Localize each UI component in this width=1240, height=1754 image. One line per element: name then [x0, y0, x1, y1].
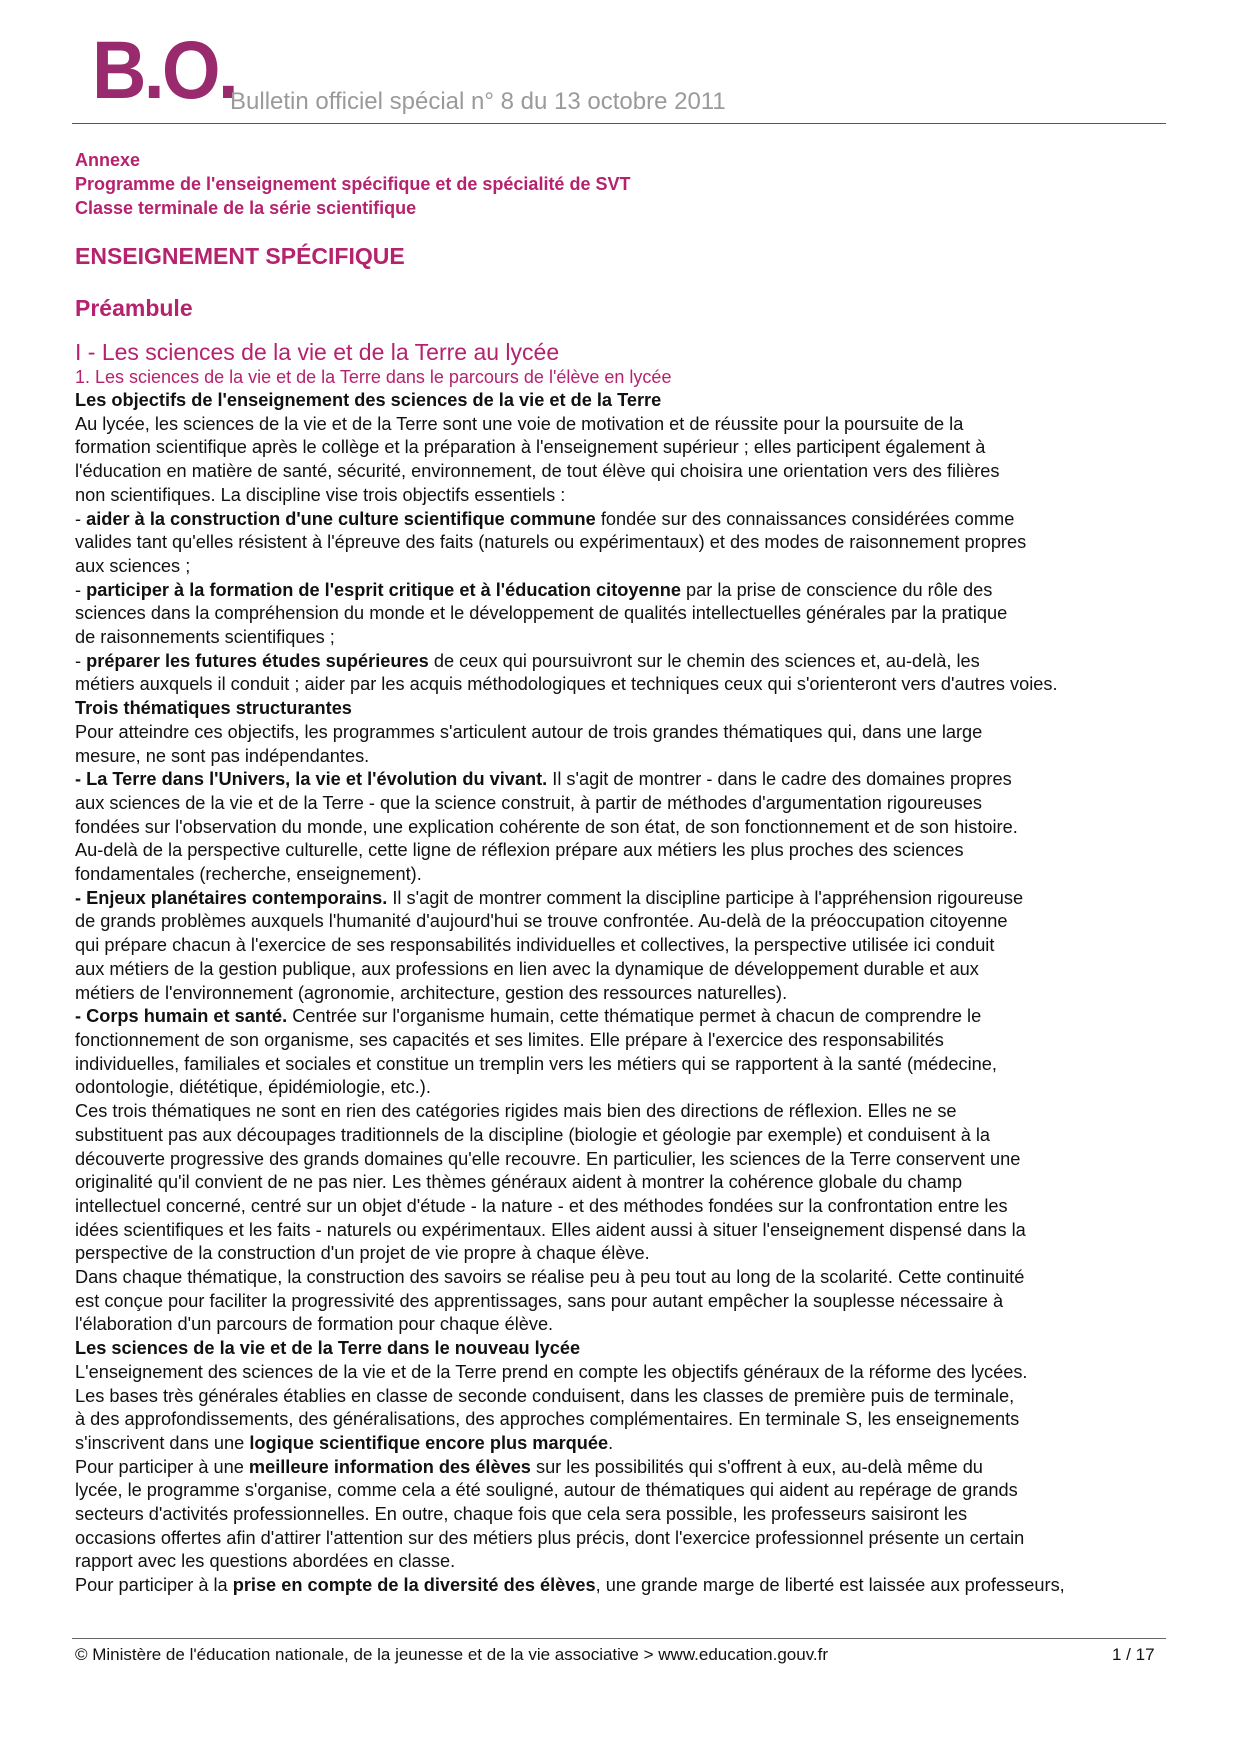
- paragraph-line: non scientifiques. La discipline vise trois objectifs essentiels :: [75, 484, 566, 505]
- thematiques-heading: Trois thématiques structurantes: [75, 698, 352, 719]
- thematique-enjeux-planetaires: - Enjeux planétaires contemporains. Il s'agit de montrer comment la discipline participe à l'appréhension rigoureuse: [75, 887, 1024, 908]
- page-number: 1 / 17: [1112, 1645, 1155, 1664]
- paragraph-line: de grands problèmes auxquels l'humanité d'aujourd'hui se trouve confrontée. Au-delà de la préoccupation citoyenne: [75, 911, 1008, 932]
- thematique-corps-humain: - Corps humain et santé. Centrée sur l'organisme humain, cette thématique permet à chacun de comprendre le: [75, 1006, 982, 1027]
- objective-bullet-1: - aider à la construction d'une culture scientifique commune fondée sur des connaissances considérées comme: [75, 508, 1015, 529]
- paragraph-line: occasions offertes afin d'attirer l'attention sur des métiers plus précis, dont l'exercice professionnel présente un certain: [75, 1527, 1025, 1548]
- paragraph-line: Au-delà de la perspective culturelle, cette ligne de réflexion prépare aux métiers les plus proches des sciences: [75, 840, 964, 861]
- paragraph-line: L'enseignement des sciences de la vie et de la Terre prend en compte les objectifs généraux de la réforme des lycées.: [75, 1361, 1028, 1382]
- paragraph-line: aux sciences ;: [75, 555, 191, 576]
- classe-title: Classe terminale de la série scientifique: [75, 198, 417, 218]
- body-text: [75, 389, 1165, 1598]
- header-divider: [72, 123, 1166, 124]
- paragraph-line: mesure, ne sont pas indépendantes.: [75, 745, 370, 766]
- objective-bullet-3: - préparer les futures études supérieures de ceux qui poursuivront sur le chemin des sciences et, au-delà, les: [75, 650, 980, 671]
- paragraph-line: rapport avec les questions abordées en classe.: [75, 1551, 456, 1572]
- paragraph-line: sciences dans la compréhension du monde et le développement de qualités intellectuelles générales par la pratique: [75, 603, 1008, 624]
- paragraph-line: est conçue pour faciliter la progressivité des apprentissages, sans pour autant empêcher la souplesse nécessaire à: [75, 1290, 1004, 1311]
- paragraph-line: formation scientifique après le collège et la préparation à l'enseignement supérieur ; elles participent également à: [75, 437, 986, 458]
- paragraph-line: découverte progressive des grands domaines qu'elle recouvre. En particulier, les sciences de la Terre conservent une: [75, 1148, 1021, 1169]
- heading-section-I: I - Les sciences de la vie et de la Terre au lycée: [75, 339, 560, 365]
- thematique-terre-univers: - La Terre dans l'Univers, la vie et l'évolution du vivant. Il s'agit de montrer - dans le cadre des domaines propres: [75, 769, 1012, 790]
- paragraph-line: aux métiers de la gestion publique, aux professions en lien avec la dynamique de développement durable et aux: [75, 958, 979, 979]
- footer-copyright: © Ministère de l'éducation nationale, de la jeunesse et de la vie associative > www.education.gouv.fr: [75, 1645, 829, 1664]
- paragraph-line: originalité qu'il convient de ne pas nier. Les thèmes généraux aident à montrer la cohérence globale du champ: [75, 1172, 963, 1193]
- objective-bullet-2: - participer à la formation de l'esprit critique et à l'éducation citoyenne par la prise de conscience du rôle des: [75, 579, 993, 600]
- paragraph-line: intellectuel concerné, centré sur un objet d'étude - la nature - et des méthodes fondées sur la confrontation entre les: [75, 1195, 1008, 1216]
- paragraph-line: fondamentales (recherche, enseignement).: [75, 864, 422, 885]
- paragraph-line: métiers auxquels il conduit ; aider par les acquis méthodologiques et techniques ceux qui s'orienteront vers d'autres voies.: [75, 674, 1058, 695]
- paragraph-line: Pour participer à une meilleure information des élèves sur les possibilités qui s'offrent à eux, au-delà même du: [75, 1456, 983, 1477]
- paragraph-line: l'élaboration d'un parcours de formation pour chaque élève.: [75, 1314, 554, 1335]
- heading-preambule: Préambule: [75, 295, 193, 321]
- heading-enseignement-specifique: ENSEIGNEMENT SPÉCIFIQUE: [75, 243, 405, 269]
- paragraph-line: lycée, le programme s'organise, comme cela a été souligné, autour de thématiques qui aident au repérage de grands: [75, 1480, 1018, 1501]
- paragraph-line: Pour participer à la prise en compte de la diversité des élèves, une grande marge de liberté est laissée aux professeurs,: [75, 1575, 1065, 1596]
- heading-subsection-1: 1. Les sciences de la vie et de la Terre dans le parcours de l'élève en lycée: [75, 367, 672, 387]
- programme-title: Programme de l'enseignement spécifique et de spécialité de SVT: [75, 174, 631, 194]
- paragraph-line: valides tant qu'elles résistent à l'épreuve des faits (naturels ou expérimentaux) et des modes de raisonnement propres: [75, 532, 1027, 553]
- paragraph-line: individuelles, familiales et sociales et constitue un tremplin vers les métiers qui se rapportent à la santé (médecine,: [75, 1053, 997, 1074]
- objectifs-heading: Les objectifs de l'enseignement des sciences de la vie et de la Terre: [75, 390, 662, 410]
- paragraph-line: métiers de l'environnement (agronomie, architecture, gestion des ressources naturelles).: [75, 982, 788, 1003]
- nouveau-lycee-heading: Les sciences de la vie et de la Terre dans le nouveau lycée: [75, 1338, 581, 1359]
- paragraph-line: Dans chaque thématique, la construction des savoirs se réalise peu à peu tout au long de la scolarité. Cette continuité: [75, 1267, 1025, 1288]
- paragraph-line: Les bases très générales établies en classe de seconde conduisent, dans les classes de première puis de terminale,: [75, 1385, 1015, 1406]
- paragraph-line: qui prépare chacun à l'exercice de ses responsabilités individuelles et collectives, la perspective utilisée ici conduit: [75, 935, 995, 956]
- bo-logo: B.O.: [92, 25, 237, 116]
- paragraph-line: substituent pas aux découpages traditionnels de la discipline (biologie et géologie par exemple) et conduisent à la: [75, 1124, 991, 1145]
- paragraph-line: Au lycée, les sciences de la vie et de la Terre sont une voie de motivation et de réussite pour la poursuite de la: [75, 413, 964, 434]
- paragraph-line: fonctionnement de son organisme, ses capacités et ses limites. Elle prépare à l'exercice des responsabilités: [75, 1029, 944, 1050]
- main-content: [75, 148, 1165, 1598]
- footer-divider: [72, 1638, 1166, 1639]
- paragraph-line: Pour atteindre ces objectifs, les programmes s'articulent autour de trois grandes thématiques qui, dans une large: [75, 721, 983, 742]
- paragraph-line: aux sciences de la vie et de la Terre - que la science construit, à partir de méthodes d'argumentation rigoureuses: [75, 792, 982, 813]
- paragraph-line: secteurs d'activités professionnelles. En outre, chaque fois que cela sera possible, les professeurs saisiront les: [75, 1504, 968, 1525]
- annexe-block: [75, 148, 1165, 220]
- paragraph-line: odontologie, diététique, épidémiologie, etc.).: [75, 1077, 431, 1098]
- paragraph-line: Ces trois thématiques ne sont en rien des catégories rigides mais bien des directions de réflexion. Elles ne se: [75, 1101, 957, 1122]
- paragraph-line: de raisonnements scientifiques ;: [75, 627, 335, 648]
- paragraph-line: s'inscrivent dans une logique scientifique encore plus marquée.: [75, 1432, 614, 1453]
- paragraph-line: fondées sur l'observation du monde, une explication cohérente de son état, de son fonctionnement et de son histoire.: [75, 816, 1018, 837]
- annexe-label: Annexe: [75, 150, 141, 170]
- paragraph-line: à des approfondissements, des généralisations, des approches complémentaires. En terminale S, les enseignements: [75, 1409, 1020, 1430]
- bulletin-title: Bulletin officiel spécial n° 8 du 13 octobre 2011: [230, 88, 726, 115]
- paragraph-line: l'éducation en matière de santé, sécurité, environnement, de tout élève qui choisira une orientation vers des filières: [75, 461, 1000, 482]
- paragraph-line: perspective de la construction d'un projet de vie propre à chaque élève.: [75, 1243, 650, 1264]
- paragraph-line: idées scientifiques et les faits - naturels ou expérimentaux. Elles aident aussi à situer l'enseignement dispensé dans la: [75, 1219, 1026, 1240]
